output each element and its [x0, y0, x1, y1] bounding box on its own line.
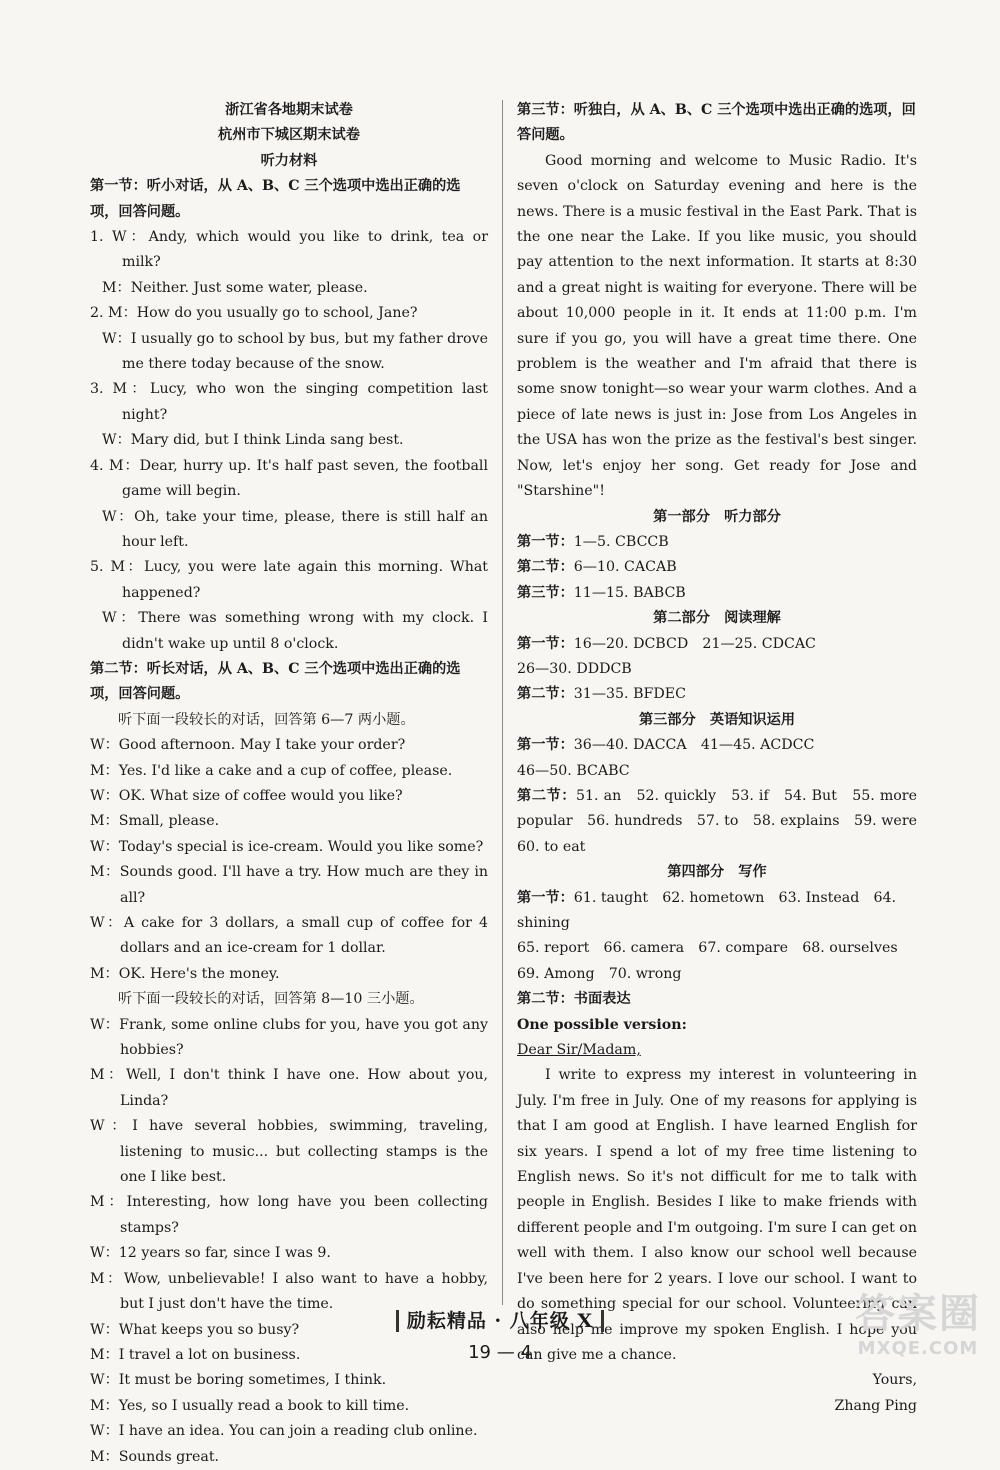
answer-row: 第二节：31—35. BFDEC: [517, 686, 686, 703]
column-divider: [502, 100, 503, 1305]
section3-monologue: Good morning and welcome to Music Radio. It's seven o'clock on Saturday evening and here is the news. There is a music festival in the East Park. That is the one near the Lake. If you like music, you should pay attention to the next information. It starts at 8:30 and a great night is waiting for everyone. There will be about 10,000 people in it. It ends at 11:00 p.m. I'm sure if you go, you will have a great time there. One problem is the weather and I'm afraid that there is some snow tonight—so wear your warm clothes. And a piece of late news is just in: Jose from Los Angeles in the USA has won the prize as the festival's best singer. Now, let's enjoy her song. Get ready for Jose and "Starshine"!: [517, 152, 917, 500]
watermark-url: MXQE.COM: [857, 1338, 979, 1359]
letter-body: I write to express my interest in volunteering in July. I'm free in July. One of my reasons for applying is that I am good at English. I have learned English for six years. I spend a lot of my free time listening to English news. So it's not difficult for me to talk with people in English. Besides I like to make friends with different people and I'm outgoing. I'm sure I can get on well with them. I also know our school well because I've been here for 2 years. I love our school. I want to do something special for our school. Volunteering can also help me improve my spoken English. I hope you can give me a chance.: [517, 1067, 917, 1363]
dialog-line: W：A cake for 3 dollars, a small cup of coffee for 4 dollars and an ice-cream for 1 dollar.: [90, 915, 488, 957]
dialog-line: W：I have several hobbies, swimming, traveling, listening to music... but collecting stamps is the one I like best.: [90, 1118, 488, 1186]
section2-dialog-2: [90, 1013, 488, 1470]
dialog-line: 5. M：Lucy, you were late again this morning. What happened?: [90, 559, 489, 601]
dialog-line: M：Sounds great.: [90, 1448, 220, 1465]
sample-version-label: One possible version:: [517, 1016, 687, 1033]
dialog-line: 3. M：Lucy, who won the singing competition last night?: [90, 381, 488, 423]
dialog-line: W：It must be boring sometimes, I think.: [90, 1372, 387, 1389]
dialog-line: 1. W：Andy, which would you like to drink, tea or milk?: [90, 229, 488, 271]
answer-row: 46—50. BCABC: [517, 762, 630, 779]
dialog-line: M：Small, please.: [90, 813, 220, 830]
answer-row: 65. report 66. camera 67. compare 68. ourselves: [517, 940, 898, 957]
dialog-line: M：I travel a lot on business.: [90, 1346, 301, 1363]
footer-brand: 励耘精品 · 八年级 X: [0, 1306, 1000, 1333]
dialog-line: M：Well, I don't think I have one. How about you, Linda?: [90, 1067, 489, 1109]
answer-row: 第一节：36—40. DACCA 41—45. ACDCC: [517, 737, 815, 754]
dialog-line: W：I have an idea. You can join a reading club online.: [90, 1423, 478, 1440]
answer-row: 第三节：11—15. BABCB: [517, 584, 686, 601]
dialog-line: W：OK. What size of coffee would you like?: [90, 787, 403, 804]
letter-signature: Zhang Ping: [834, 1397, 917, 1414]
answer-row: 第二节：51. an 52. quickly 53. if 54. But 55. more popular 56. hundreds 57. to 58. explains 59. were 60. to eat: [517, 787, 932, 855]
dialog-line: M：Sounds good. I'll have a try. How much are they in all?: [90, 864, 489, 906]
section2-intro-1: 听下面一段较长的对话，回答第 6—7 两小题。: [118, 711, 415, 728]
left-column: [90, 98, 488, 1470]
dialog-line: W：Good afternoon. May I take your order?: [90, 737, 406, 754]
section2-heading: 第二节：听长对话，从 A、B、C 三个选项中选出正确的选项，回答问题。: [90, 660, 461, 703]
answer-row: 第一节：16—20. DCBCD 21—25. CDCAC: [517, 635, 816, 652]
letter-closing: Yours,: [872, 1372, 917, 1389]
section3-heading: 第三节：听独白，从 A、B、C 三个选项中选出正确的选项，回答问题。: [517, 102, 916, 144]
answers-part2-title: 第二部分 阅读理解: [653, 610, 781, 627]
section2-dialog-1: [90, 733, 488, 987]
dialog-line: M：Yes, so I usually read a book to kill time.: [90, 1397, 410, 1414]
title-listening: 听力材料: [260, 152, 318, 169]
letter-greeting: Dear Sir/Madam,: [517, 1042, 641, 1059]
page-number: 19 — 4: [468, 1342, 532, 1363]
writing-heading: 第二节：书面表达: [517, 991, 631, 1008]
section1-dialogs: [90, 225, 488, 657]
watermark: [854, 1290, 982, 1374]
answers-part3-title: 第三部分 英语知识运用: [638, 711, 796, 728]
answer-row: 第一节：1—5. CBCCB: [517, 533, 669, 550]
section2-intro-2: 听下面一段较长的对话，回答第 8—10 三小题。: [118, 991, 424, 1008]
dialog-line: M：Neither. Just some water, please.: [102, 279, 368, 296]
answer-row: 第二节：6—10. CACAB: [517, 559, 677, 576]
answers-part1-title: 第一部分 听力部分: [653, 508, 781, 525]
title-district: 杭州市下城区期末试卷: [218, 127, 360, 144]
section1-heading: 第一节：听小对话，从 A、B、C 三个选项中选出正确的选项，回答问题。: [90, 178, 461, 220]
answer-row: 26—30. DDDCB: [517, 660, 632, 677]
dialog-line: 4. M：Dear, hurry up. It's half past seven, the football game will begin.: [90, 457, 488, 500]
answers-part4-title: 第四部分 写作: [667, 864, 767, 881]
answer-row: 69. Among 70. wrong: [517, 965, 682, 982]
dialog-line: 2. M：How do you usually go to school, Jane?: [90, 305, 418, 322]
title-province: 浙江省各地期末试卷: [225, 102, 353, 118]
dialog-line: W：Oh, take your time, please, there is still half an hour left.: [102, 508, 488, 550]
answer-row: 第一节：61. taught 62. hometown 63. Instead 64. shining: [517, 889, 897, 931]
dialog-line: W：12 years so far, since I was 9.: [90, 1245, 331, 1262]
dialog-line: W：Frank, some online clubs for you, have you got any hobbies?: [90, 1016, 488, 1059]
dialog-line: M：Interesting, how long have you been collecting stamps?: [90, 1194, 488, 1236]
dialog-line: W：I usually go to school by bus, but my father drove me there today because of the snow.: [102, 330, 488, 373]
dialog-line: W：Today's special is ice-cream. Would you like some?: [90, 838, 484, 855]
dialog-line: W：What keeps you so busy?: [90, 1321, 300, 1338]
dialog-line: W：Mary did, but I think Linda sang best.: [102, 432, 404, 449]
dialog-line: W：There was something wrong with my clock. I didn't wake up until 8 o'clock.: [102, 610, 488, 652]
dialog-line: M：Yes. I'd like a cake and a cup of coffee, please.: [90, 762, 453, 779]
dialog-line: M：Wow, unbelievable! I also want to have a hobby, but I just don't have the time.: [90, 1270, 488, 1313]
watermark-text: 答案圈: [855, 1291, 981, 1337]
dialog-line: M：OK. Here's the money.: [90, 965, 280, 982]
